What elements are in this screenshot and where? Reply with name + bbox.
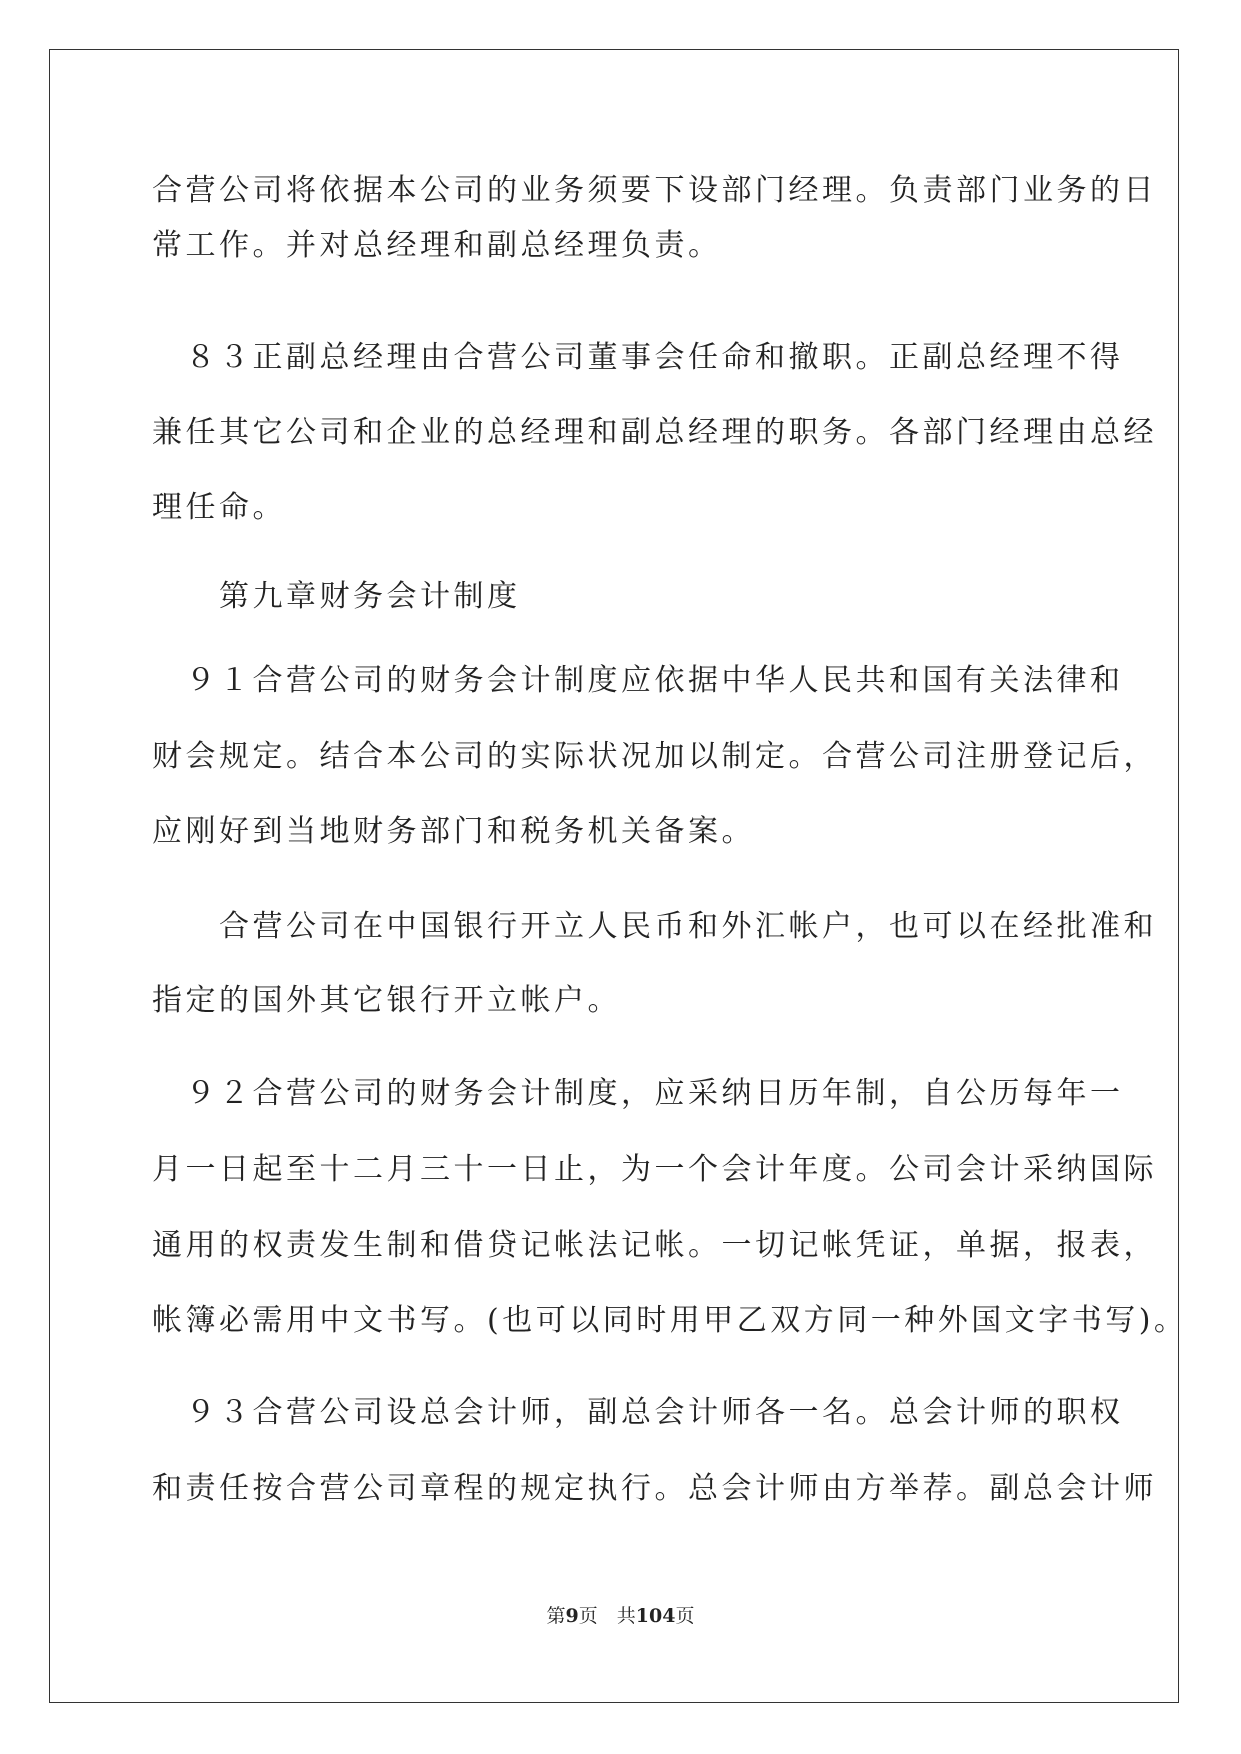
page-footer <box>0 1604 1241 1628</box>
text-line: 合营公司将依据本公司的业务须要下设部门经理。负责部门业务的日 <box>152 173 1157 208</box>
text-line: 和责任按合营公司章程的规定执行。总会计师由方举荐。副总会计师 <box>152 1471 1157 1506</box>
total-pages-number: 104 <box>635 1605 676 1627</box>
text-line: 常工作。并对总经理和副总经理负责。 <box>152 228 722 263</box>
current-page-number: 9 <box>565 1605 579 1627</box>
footer-suffix: 页 <box>675 1605 695 1627</box>
text-line: ９２合营公司的财务会计制度，应采纳日历年制，自公历每年一 <box>152 1076 1124 1111</box>
text-line: ９３合营公司设总会计师，副总会计师各一名。总会计师的职权 <box>152 1395 1124 1430</box>
text-line: ８３正副总经理由合营公司董事会任命和撤职。正副总经理不得 <box>152 340 1124 375</box>
text-line: 财会规定。结合本公司的实际状况加以制定。合营公司注册登记后， <box>152 739 1157 774</box>
text-line: 帐簿必需用中文书写。(也可以同时用甲乙双方同一种外国文字书写)。 <box>152 1303 1188 1338</box>
text-line: 通用的权责发生制和借贷记帐法记帐。一切记帐凭证，单据，报表， <box>152 1228 1157 1263</box>
text-line: 指定的国外其它银行开立帐户。 <box>152 983 621 1018</box>
text-line: 月一日起至十二月三十一日止，为一个会计年度。公司会计采纳国际 <box>152 1152 1157 1187</box>
footer-prefix: 第 <box>546 1605 566 1627</box>
text-line: 理任命。 <box>152 490 286 525</box>
page-border <box>49 49 1179 1703</box>
text-line: 应刚好到当地财务部门和税务机关备案。 <box>152 814 755 849</box>
footer-middle: 页 共 <box>578 1605 636 1627</box>
chapter-heading: 第九章财务会计制度 <box>152 579 521 614</box>
text-line: ９１合营公司的财务会计制度应依据中华人民共和国有关法律和 <box>152 663 1124 698</box>
text-line: 合营公司在中国银行开立人民币和外汇帐户，也可以在经批准和 <box>152 909 1157 944</box>
text-line: 兼任其它公司和企业的总经理和副总经理的职务。各部门经理由总经 <box>152 415 1157 450</box>
